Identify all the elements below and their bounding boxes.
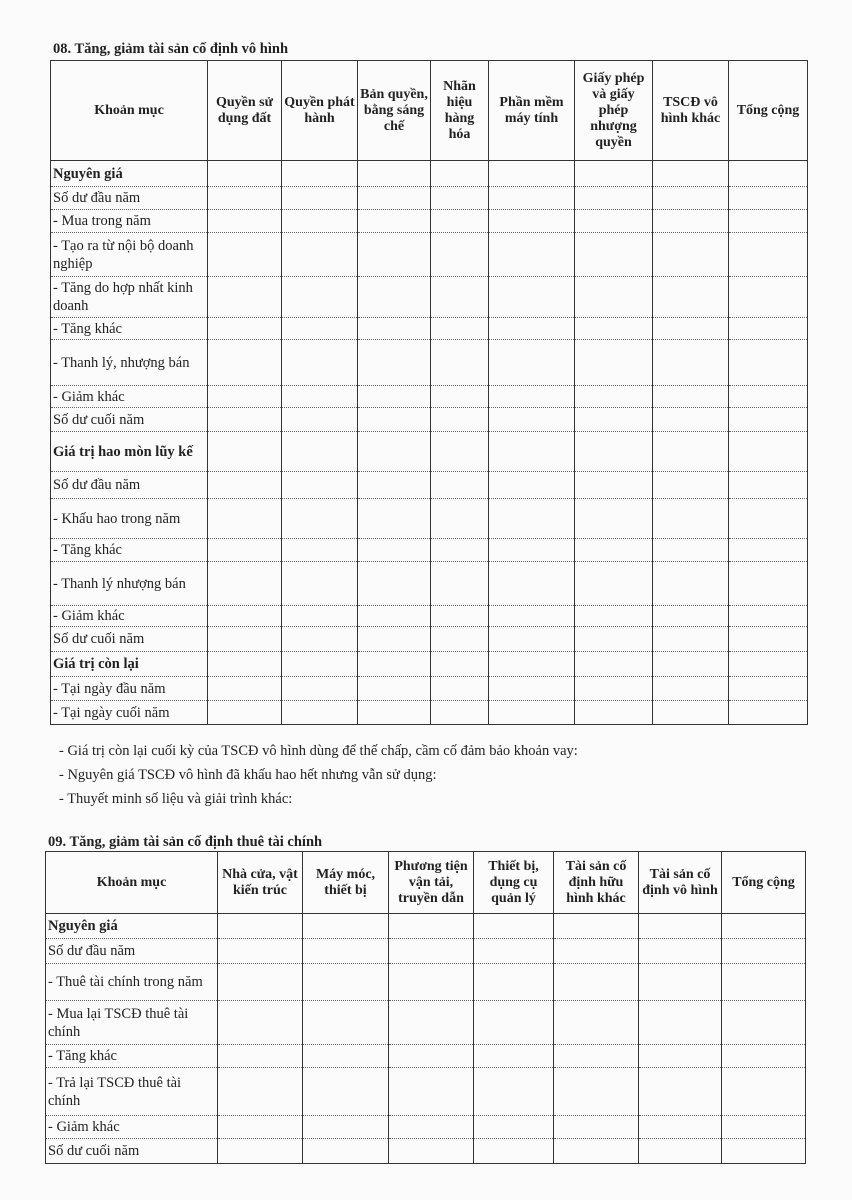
value-cell[interactable] (575, 187, 653, 210)
value-cell[interactable] (729, 539, 808, 562)
value-cell[interactable] (431, 499, 489, 539)
value-cell[interactable] (474, 914, 554, 939)
intangible-assets-table (50, 60, 808, 725)
value-cell[interactable] (389, 1139, 474, 1164)
value-cell[interactable] (431, 701, 489, 725)
value-cell[interactable] (431, 652, 489, 677)
value-cell[interactable] (575, 606, 653, 627)
row-label: - Tăng khác (51, 539, 208, 562)
row-label: - Tại ngày cuối năm (51, 701, 208, 725)
table-row (46, 1139, 806, 1164)
value-cell[interactable] (575, 408, 653, 432)
value-cell[interactable] (575, 472, 653, 499)
value-cell[interactable] (358, 210, 431, 233)
table-row (46, 1068, 806, 1116)
value-cell[interactable] (653, 606, 729, 627)
value-cell[interactable] (729, 187, 808, 210)
value-cell[interactable] (282, 539, 358, 562)
value-cell[interactable] (282, 408, 358, 432)
value-cell[interactable] (282, 432, 358, 472)
value-cell[interactable] (729, 606, 808, 627)
table-row (51, 499, 808, 539)
header-cell: Thiết bị, dụng cụ quản lý (474, 852, 554, 914)
row-label: Giá trị hao mòn lũy kế (51, 432, 208, 472)
header-cell: Phương tiện vận tải, truyền dẫn (389, 852, 474, 914)
value-cell[interactable] (729, 340, 808, 386)
value-cell[interactable] (653, 499, 729, 539)
value-cell[interactable] (208, 539, 282, 562)
value-cell[interactable] (653, 701, 729, 725)
header-cell: Khoản mục (51, 61, 208, 161)
value-cell[interactable] (303, 964, 389, 1001)
value-cell[interactable] (639, 1001, 722, 1045)
row-label: Số dư cuối năm (51, 627, 208, 652)
value-cell[interactable] (358, 562, 431, 606)
row-label: - Giảm khác (46, 1116, 218, 1139)
value-cell[interactable] (722, 914, 806, 939)
value-cell[interactable] (489, 606, 575, 627)
value-cell[interactable] (303, 1001, 389, 1045)
value-cell[interactable] (431, 627, 489, 652)
value-cell[interactable] (208, 408, 282, 432)
value-cell[interactable] (639, 939, 722, 964)
value-cell[interactable] (653, 161, 729, 187)
row-label: Số dư cuối năm (51, 408, 208, 432)
value-cell[interactable] (653, 408, 729, 432)
table-row (46, 939, 806, 964)
value-cell[interactable] (282, 210, 358, 233)
value-cell[interactable] (554, 914, 639, 939)
row-label: - Tăng do hợp nhất kinh doanh (51, 277, 208, 318)
value-cell[interactable] (208, 627, 282, 652)
value-cell[interactable] (554, 1068, 639, 1116)
value-cell[interactable] (431, 277, 489, 318)
value-cell[interactable] (554, 1116, 639, 1139)
value-cell[interactable] (431, 187, 489, 210)
row-label: - Trả lại TSCĐ thuê tài chính (46, 1068, 218, 1116)
value-cell[interactable] (474, 1139, 554, 1164)
value-cell[interactable] (208, 652, 282, 677)
value-cell[interactable] (208, 701, 282, 725)
table-row (51, 233, 808, 277)
value-cell[interactable] (431, 340, 489, 386)
value-cell[interactable] (489, 472, 575, 499)
value-cell[interactable] (389, 964, 474, 1001)
table-row (51, 386, 808, 408)
row-label: - Mua lại TSCĐ thuê tài chính (46, 1001, 218, 1045)
value-cell[interactable] (575, 318, 653, 340)
value-cell[interactable] (358, 652, 431, 677)
finance-lease-assets-table (45, 851, 806, 1164)
value-cell[interactable] (489, 277, 575, 318)
section-09-title: 09. Tăng, giảm tài sản cố định thuê tài chính (48, 834, 323, 850)
row-label: Nguyên giá (51, 161, 208, 187)
value-cell[interactable] (729, 472, 808, 499)
table-row (51, 161, 808, 187)
table-row (51, 562, 808, 606)
value-cell[interactable] (208, 277, 282, 318)
value-cell[interactable] (208, 606, 282, 627)
row-label: - Thanh lý, nhượng bán (51, 340, 208, 386)
value-cell[interactable] (474, 1068, 554, 1116)
value-cell[interactable] (431, 210, 489, 233)
value-cell[interactable] (729, 627, 808, 652)
value-cell[interactable] (208, 562, 282, 606)
value-cell[interactable] (474, 939, 554, 964)
value-cell[interactable] (208, 386, 282, 408)
value-cell[interactable] (282, 562, 358, 606)
value-cell[interactable] (554, 1001, 639, 1045)
value-cell[interactable] (653, 539, 729, 562)
value-cell[interactable] (489, 539, 575, 562)
value-cell[interactable] (639, 914, 722, 939)
table-row (51, 318, 808, 340)
table-row (51, 472, 808, 499)
value-cell[interactable] (575, 277, 653, 318)
value-cell[interactable] (282, 499, 358, 539)
value-cell[interactable] (729, 562, 808, 606)
row-label: Nguyên giá (46, 914, 218, 939)
value-cell[interactable] (653, 652, 729, 677)
value-cell[interactable] (489, 318, 575, 340)
value-cell[interactable] (358, 277, 431, 318)
value-cell[interactable] (575, 701, 653, 725)
header-cell: Tài sản cố định vô hình (639, 852, 722, 914)
value-cell[interactable] (489, 562, 575, 606)
value-cell[interactable] (218, 939, 303, 964)
value-cell[interactable] (358, 472, 431, 499)
value-cell[interactable] (729, 210, 808, 233)
value-cell[interactable] (358, 340, 431, 386)
value-cell[interactable] (575, 499, 653, 539)
value-cell[interactable] (653, 233, 729, 277)
value-cell[interactable] (729, 277, 808, 318)
value-cell[interactable] (218, 914, 303, 939)
table-row (51, 340, 808, 386)
value-cell[interactable] (729, 386, 808, 408)
header-cell: Tài sản cố định hữu hình khác (554, 852, 639, 914)
value-cell[interactable] (358, 539, 431, 562)
value-cell[interactable] (729, 161, 808, 187)
value-cell[interactable] (729, 677, 808, 701)
value-cell[interactable] (282, 472, 358, 499)
row-label: - Tại ngày đầu năm (51, 677, 208, 701)
value-cell[interactable] (358, 386, 431, 408)
value-cell[interactable] (639, 964, 722, 1001)
value-cell[interactable] (282, 627, 358, 652)
value-cell[interactable] (303, 1139, 389, 1164)
value-cell[interactable] (218, 1116, 303, 1139)
table-row (46, 914, 806, 939)
value-cell[interactable] (431, 386, 489, 408)
value-cell[interactable] (431, 318, 489, 340)
value-cell[interactable] (303, 914, 389, 939)
value-cell[interactable] (653, 562, 729, 606)
value-cell[interactable] (303, 1116, 389, 1139)
value-cell[interactable] (431, 562, 489, 606)
header-cell: Quyền phát hành (282, 61, 358, 161)
header-cell: Khoản mục (46, 852, 218, 914)
header-cell: Phần mềm máy tính (489, 61, 575, 161)
value-cell[interactable] (208, 472, 282, 499)
value-cell[interactable] (722, 1001, 806, 1045)
note-collateral: - Giá trị còn lại cuối kỳ của TSCĐ vô hình dùng để thế chấp, cầm cố đảm bảo khoản vay: (59, 743, 578, 759)
row-label: - Tạo ra từ nội bộ doanh nghiệp (51, 233, 208, 277)
value-cell[interactable] (575, 539, 653, 562)
table-row (51, 187, 808, 210)
value-cell[interactable] (358, 318, 431, 340)
table-row (51, 210, 808, 233)
value-cell[interactable] (729, 233, 808, 277)
row-label: - Thuê tài chính trong năm (46, 964, 218, 1001)
table-row (51, 701, 808, 725)
value-cell[interactable] (489, 627, 575, 652)
value-cell[interactable] (489, 701, 575, 725)
value-cell[interactable] (653, 627, 729, 652)
value-cell[interactable] (389, 1001, 474, 1045)
value-cell[interactable] (358, 677, 431, 701)
value-cell[interactable] (282, 318, 358, 340)
value-cell[interactable] (358, 161, 431, 187)
value-cell[interactable] (389, 1068, 474, 1116)
table-row (51, 408, 808, 432)
row-label: - Giảm khác (51, 606, 208, 627)
header-cell: TSCĐ vô hình khác (653, 61, 729, 161)
value-cell[interactable] (653, 277, 729, 318)
value-cell[interactable] (489, 187, 575, 210)
table-row (46, 964, 806, 1001)
value-cell[interactable] (389, 914, 474, 939)
value-cell[interactable] (639, 1068, 722, 1116)
value-cell[interactable] (431, 539, 489, 562)
value-cell[interactable] (218, 1068, 303, 1116)
table-row (51, 432, 808, 472)
value-cell[interactable] (282, 161, 358, 187)
value-cell[interactable] (431, 408, 489, 432)
header-cell: Nhãn hiệu hàng hóa (431, 61, 489, 161)
value-cell[interactable] (575, 627, 653, 652)
value-cell[interactable] (729, 499, 808, 539)
value-cell[interactable] (358, 432, 431, 472)
row-label: Số dư đầu năm (51, 187, 208, 210)
value-cell[interactable] (554, 1045, 639, 1068)
value-cell[interactable] (303, 939, 389, 964)
value-cell[interactable] (489, 233, 575, 277)
value-cell[interactable] (729, 432, 808, 472)
value-cell[interactable] (218, 964, 303, 1001)
row-label: - Thanh lý nhượng bán (51, 562, 208, 606)
value-cell[interactable] (489, 677, 575, 701)
value-cell[interactable] (208, 318, 282, 340)
value-cell[interactable] (554, 964, 639, 1001)
value-cell[interactable] (358, 627, 431, 652)
value-cell[interactable] (431, 432, 489, 472)
value-cell[interactable] (474, 1045, 554, 1068)
row-label: Số dư đầu năm (46, 939, 218, 964)
value-cell[interactable] (653, 432, 729, 472)
row-label: - Tăng khác (51, 318, 208, 340)
value-cell[interactable] (282, 233, 358, 277)
row-label: - Tăng khác (46, 1045, 218, 1068)
table-row (46, 1045, 806, 1068)
header-cell: Máy móc, thiết bị (303, 852, 389, 914)
value-cell[interactable] (653, 386, 729, 408)
value-cell[interactable] (218, 1139, 303, 1164)
value-cell[interactable] (489, 499, 575, 539)
value-cell[interactable] (282, 187, 358, 210)
note-other-explanation: - Thuyết minh số liệu và giải trình khác: (59, 791, 293, 807)
value-cell[interactable] (282, 606, 358, 627)
value-cell[interactable] (303, 1068, 389, 1116)
value-cell[interactable] (489, 432, 575, 472)
value-cell[interactable] (722, 1068, 806, 1116)
value-cell[interactable] (389, 939, 474, 964)
value-cell[interactable] (208, 187, 282, 210)
value-cell[interactable] (389, 1116, 474, 1139)
value-cell[interactable] (722, 1139, 806, 1164)
value-cell[interactable] (575, 432, 653, 472)
value-cell[interactable] (474, 964, 554, 1001)
row-label: - Khấu hao trong năm (51, 499, 208, 539)
value-cell[interactable] (554, 939, 639, 964)
value-cell[interactable] (722, 1045, 806, 1068)
value-cell[interactable] (282, 277, 358, 318)
value-cell[interactable] (575, 233, 653, 277)
value-cell[interactable] (358, 606, 431, 627)
value-cell[interactable] (208, 233, 282, 277)
value-cell[interactable] (358, 187, 431, 210)
value-cell[interactable] (358, 233, 431, 277)
value-cell[interactable] (575, 562, 653, 606)
value-cell[interactable] (653, 472, 729, 499)
value-cell[interactable] (474, 1001, 554, 1045)
row-label: Số dư đầu năm (51, 472, 208, 499)
value-cell[interactable] (282, 677, 358, 701)
value-cell[interactable] (639, 1045, 722, 1068)
value-cell[interactable] (208, 340, 282, 386)
section-08-title: 08. Tăng, giảm tài sản cố định vô hình (53, 41, 289, 57)
value-cell[interactable] (653, 677, 729, 701)
value-cell[interactable] (431, 233, 489, 277)
value-cell[interactable] (489, 210, 575, 233)
value-cell[interactable] (218, 1001, 303, 1045)
header-cell: Nhà cửa, vật kiến trúc (218, 852, 303, 914)
value-cell[interactable] (575, 340, 653, 386)
value-cell[interactable] (282, 340, 358, 386)
value-cell[interactable] (729, 652, 808, 677)
value-cell[interactable] (282, 701, 358, 725)
table-row (46, 1001, 806, 1045)
table-row (51, 652, 808, 677)
value-cell[interactable] (722, 1116, 806, 1139)
value-cell[interactable] (389, 1045, 474, 1068)
value-cell[interactable] (575, 161, 653, 187)
value-cell[interactable] (575, 386, 653, 408)
value-cell[interactable] (208, 499, 282, 539)
value-cell[interactable] (431, 677, 489, 701)
value-cell[interactable] (729, 318, 808, 340)
value-cell[interactable] (575, 652, 653, 677)
value-cell[interactable] (208, 210, 282, 233)
value-cell[interactable] (489, 161, 575, 187)
value-cell[interactable] (358, 408, 431, 432)
value-cell[interactable] (218, 1045, 303, 1068)
value-cell[interactable] (575, 210, 653, 233)
table-row (51, 277, 808, 318)
value-cell[interactable] (358, 701, 431, 725)
value-cell[interactable] (358, 499, 431, 539)
value-cell[interactable] (554, 1139, 639, 1164)
value-cell[interactable] (653, 210, 729, 233)
value-cell[interactable] (208, 432, 282, 472)
value-cell[interactable] (653, 318, 729, 340)
value-cell[interactable] (431, 606, 489, 627)
value-cell[interactable] (303, 1045, 389, 1068)
value-cell[interactable] (729, 408, 808, 432)
value-cell[interactable] (653, 340, 729, 386)
row-label: Số dư cuối năm (46, 1139, 218, 1164)
table-row (51, 539, 808, 562)
value-cell[interactable] (653, 187, 729, 210)
value-cell[interactable] (639, 1116, 722, 1139)
row-label: - Mua trong năm (51, 210, 208, 233)
value-cell[interactable] (489, 386, 575, 408)
value-cell[interactable] (431, 472, 489, 499)
value-cell[interactable] (729, 701, 808, 725)
row-label: - Giảm khác (51, 386, 208, 408)
value-cell[interactable] (208, 161, 282, 187)
value-cell[interactable] (282, 386, 358, 408)
value-cell[interactable] (489, 408, 575, 432)
table-row (51, 606, 808, 627)
table-row (46, 1116, 806, 1139)
value-cell[interactable] (489, 340, 575, 386)
value-cell[interactable] (489, 652, 575, 677)
table-row (51, 627, 808, 652)
note-fully-depreciated: - Nguyên giá TSCĐ vô hình đã khấu hao hết nhưng vẫn sử dụng: (59, 767, 437, 783)
value-cell[interactable] (208, 677, 282, 701)
table-row (51, 677, 808, 701)
value-cell[interactable] (722, 939, 806, 964)
value-cell[interactable] (431, 161, 489, 187)
header-cell: Giấy phép và giấy phép nhượng quyền (575, 61, 653, 161)
header-cell: Tổng cộng (722, 852, 806, 914)
value-cell[interactable] (282, 652, 358, 677)
value-cell[interactable] (474, 1116, 554, 1139)
header-cell: Bản quyền, bằng sáng chế (358, 61, 431, 161)
row-label: Giá trị còn lại (51, 652, 208, 677)
header-cell: Tổng cộng (729, 61, 808, 161)
header-cell: Quyền sử dụng đất (208, 61, 282, 161)
value-cell[interactable] (639, 1139, 722, 1164)
value-cell[interactable] (722, 964, 806, 1001)
value-cell[interactable] (575, 677, 653, 701)
